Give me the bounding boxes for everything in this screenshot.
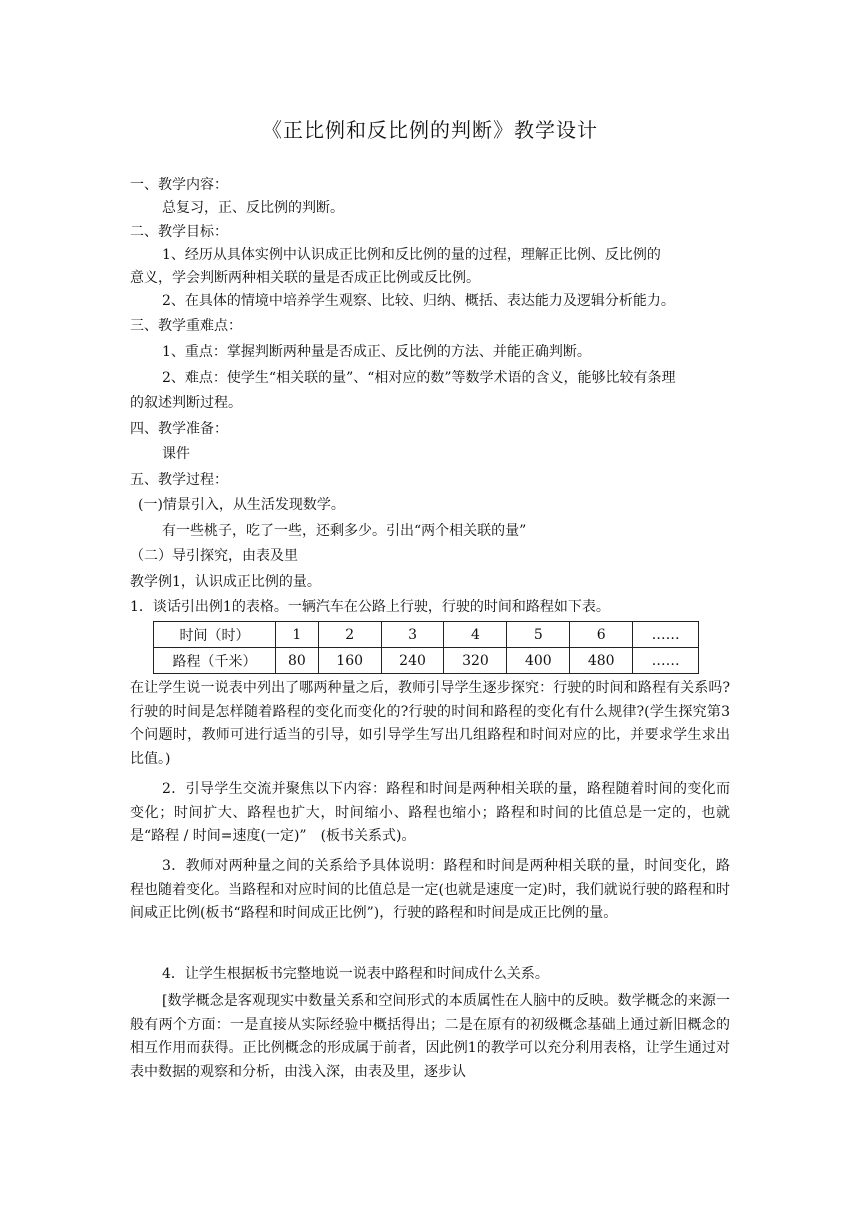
goal-1-line-1: 1、经历从具体实例中认识成正比例和反比例的量的过程，理解正比例、反比例的 [162, 247, 661, 263]
table-cell: 1 [276, 622, 319, 648]
process-part-2-heading: （二）导引探究，由表及里 [130, 548, 298, 564]
table-cell: 2 [318, 622, 381, 648]
key-point: 1、重点：掌握判断两种量是否成正、反比例的方法、并能正确判断。 [162, 344, 591, 360]
process-part-1-heading: (一)情景引入，从生活发现数学。 [138, 497, 345, 513]
paragraph-step-4: 4．让学生根据板书完整地说一说表中路程和时间成什么关系。 [162, 966, 549, 982]
difficulty-line-2: 的叙述判断过程。 [130, 395, 242, 411]
table-cell: 4 [444, 622, 507, 648]
table-cell: 80 [276, 648, 319, 674]
paragraph-concept: [数学概念是客观现实中数量关系和空间形式的本质属性在人脑中的反映。数学概念的来源一般有两个方面：一是直接从实际经验中概括得出；二是在原有的初级概念基础上通过新旧概念的相互作用而获得。正比例概念的形成属于前者，因此例1的教学可以充分利用表格，让学生通过对表中数据的观察和分析，由浅入深，由表及里，逐步认 [130, 993, 730, 1080]
table-cell: …… [633, 622, 699, 648]
table-cell: 6 [570, 622, 633, 648]
table-cell: 5 [507, 622, 570, 648]
example-title: 教学例1，认识成正比例的量。 [130, 574, 321, 590]
difficulty-line-1: 2、难点：使学生“相关联的量”、“相对应的数”等数学术语的含义，能够比较有条理 [162, 370, 676, 386]
section-heading-goals: 二、教学目标： [130, 224, 228, 240]
table-cell: …… [633, 648, 699, 674]
process-part-1-text: 有一些桃子，吃了一些，还剩多少。引出“两个相关联的量” [162, 523, 527, 539]
table-row [154, 622, 699, 648]
paragraph-step-2: 2．引导学生交流并聚焦以下内容：路程和时间是两种相关联的量，路程随着时间的变化而变化；时间扩大、路程也扩大，时间缩小、路程也缩小；路程和时间的比值总是一定的，也就是“路程 / 时间=速度(一定)” (板书关系式)。 [130, 781, 730, 845]
step-1: 1．谈话引出例1的表格。一辆汽车在公路上行驶，行驶的时间和路程如下表。 [130, 599, 610, 615]
document-title: 《正比例和反比例的判断》教学设计 [262, 118, 598, 142]
table-cell: 400 [507, 648, 570, 674]
paragraph-after-table: 在让学生说一说表中列出了哪两种量之后，教师引导学生逐步探究：行驶的时间和路程有关系吗?行驶的时间是怎样随着路程的变化而变化的?行驶的时间和路程的变化有什么规律?(学生探究第3个问题时，教师可进行适当的引导，如引导学生写出几组路程和时间对应的比，并要求学生求出比值。) [130, 680, 730, 767]
paragraph-step-3: 3．教师对两种量之间的关系给予具体说明：路程和时间是两种相关联的量，时间变化，路程也随着变化。当路程和对应时间的比值总是一定(也就是速度一定)时，我们就说行驶的路程和时间咸正比例(板书“路程和时间成正比例”)，行驶的路程和时间是成正比例的量。 [130, 858, 730, 922]
table-cell: 320 [444, 648, 507, 674]
section-heading-content: 一、教学内容： [130, 177, 228, 193]
content-text: 总复习，正、反比例的判断。 [162, 200, 344, 216]
row-label-distance: 路程（千米） [154, 648, 276, 674]
preparation-text: 课件 [162, 446, 190, 462]
time-distance-table [153, 621, 699, 674]
table-cell: 160 [318, 648, 381, 674]
goal-2: 2、在具体的情境中培养学生观察、比较、归纳、概括、表达能力及逻辑分析能力。 [162, 293, 675, 309]
section-heading-key-points: 三、教学重难点： [130, 318, 242, 334]
table-row [154, 648, 699, 674]
section-heading-preparation: 四、教学准备： [130, 421, 228, 437]
table-cell: 480 [570, 648, 633, 674]
goal-1-line-2: 意义，学会判断两种相关联的量是否成正比例或反比例。 [130, 270, 480, 286]
table-cell: 240 [381, 648, 444, 674]
section-heading-process: 五、教学过程： [130, 472, 228, 488]
table-cell: 3 [381, 622, 444, 648]
row-label-time: 时间（时） [154, 622, 276, 648]
